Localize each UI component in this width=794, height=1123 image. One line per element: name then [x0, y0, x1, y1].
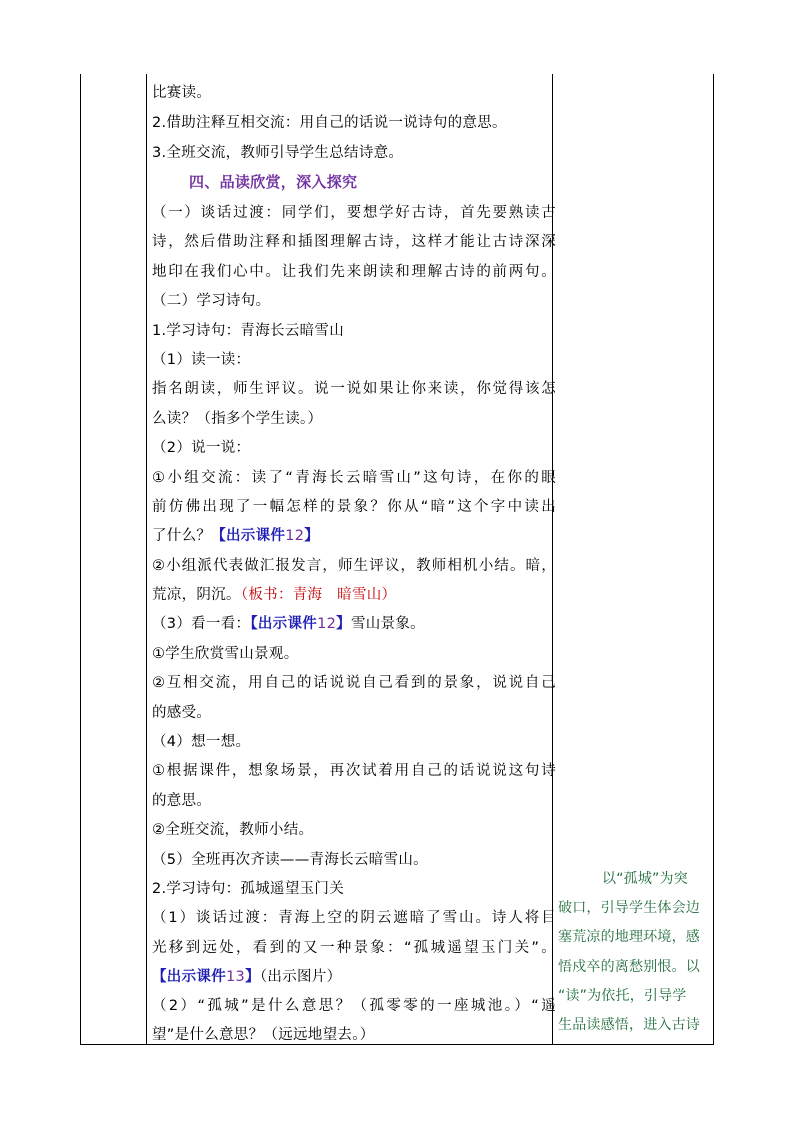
text-line: 比赛读。	[152, 85, 212, 101]
table-border-right	[713, 74, 714, 1044]
text-line: ①小组交流：读了“青海长云暗雪山”这句诗，在你的眼	[152, 470, 556, 486]
text-line: 的感受。	[152, 705, 212, 721]
text-line: 的意思。	[152, 793, 212, 809]
text-line: （2）说一说：	[152, 440, 251, 456]
courseware-bracket: 】	[304, 528, 320, 544]
column-divider-1	[146, 74, 147, 1044]
intent-line: “读”为依托，引导学	[558, 988, 687, 1004]
text-segment: 了什么？	[152, 528, 212, 544]
courseware-tag: 【出示课件	[250, 616, 318, 632]
text-segment: 荒凉，阴沉。	[152, 587, 241, 603]
courseware-bracket: 】	[245, 969, 260, 985]
text-line: （1）谈话过渡：青海上空的阴云遮暗了雪山。诗人将目	[152, 910, 556, 926]
text-line: （二）学习诗句。	[152, 293, 271, 309]
text-line: 3.全班交流，教师引导学生总结诗意。	[152, 145, 404, 161]
intent-line: 生品读感悟，进入古诗	[558, 1017, 700, 1033]
courseware-tag: 【出示课件	[211, 528, 286, 544]
text-line: ②小组派代表做汇报发言，师生评议，教师相机小结。暗，	[152, 558, 556, 574]
text-line: （2）“孤城”是什么意思？（孤零零的一座城池。）“遥	[152, 998, 556, 1014]
text-line: 望”是什么意思？（远远地望去。）	[152, 1027, 375, 1043]
text-line: 2.学习诗句：孤城遥望玉门关	[152, 881, 345, 897]
text-line: 指名朗读，师生评议。说一说如果让你来读，你觉得该怎	[152, 381, 556, 397]
table-border-left	[80, 74, 81, 1044]
courseware-number: 12	[317, 616, 337, 632]
text-line: 诗，然后借助注释和插图理解古诗，这样才能让古诗深深	[152, 234, 556, 250]
lesson-table	[80, 74, 714, 1045]
text-line	[152, 585, 556, 605]
courseware-tag: 【出示课件	[152, 969, 226, 985]
section-heading: 四、品读欣赏，深入探究	[189, 173, 358, 191]
text-line: ①根据课件，想象场景，再次试着用自己的话说说这句诗	[152, 763, 556, 779]
text-line: （5）全班再次齐读——青海长云暗雪山。	[152, 852, 428, 868]
text-line: 地印在我们心中。让我们先来朗读和理解古诗的前两句。	[152, 264, 556, 280]
text-line: ②互相交流，用自己的话说说自己看到的景象，说说自己	[152, 675, 556, 691]
text-line: 1.学习诗句：青海长云暗雪山	[152, 323, 345, 339]
intent-line: 悟戍卒的离愁别恨。以	[558, 959, 700, 975]
text-line	[152, 614, 556, 634]
courseware-bracket: 】	[336, 616, 351, 632]
intent-line: 以“孤城”为突	[602, 871, 688, 887]
blackboard-note: （板书：青海 暗雪山）	[240, 587, 397, 603]
text-line: 光移到远处，看到的又一种景象：“孤城遥望玉门关”。	[152, 940, 556, 956]
text-line: 前仿佛出现了一幅怎样的景象？你从“暗”这个字中读出	[152, 499, 556, 515]
text-segment: （出示图片）	[259, 969, 342, 985]
text-line: 么读？（指多个学生读。）	[152, 411, 323, 427]
text-line	[152, 967, 556, 987]
courseware-number: 13	[226, 969, 246, 985]
intent-line: 破口，引导学生体会边	[558, 900, 700, 916]
text-segment: 雪山景象。	[350, 616, 425, 632]
text-line: 2.借助注释互相交流：用自己的话说一说诗句的意思。	[152, 115, 507, 131]
courseware-number: 12	[285, 528, 305, 544]
text-line: ②全班交流，教师小结。	[152, 822, 314, 838]
text-line: （4）想一想。	[152, 734, 251, 750]
intent-line: 塞荒凉的地理环境，感	[558, 929, 700, 945]
text-line	[152, 526, 556, 546]
text-line: （1）读一读：	[152, 352, 251, 368]
text-line: ①学生欣赏雪山景观。	[152, 646, 299, 662]
text-line: （一）谈话过渡：同学们，要想学好古诗，首先要熟读古	[152, 205, 556, 221]
text-segment: （3）看一看：	[152, 616, 251, 632]
